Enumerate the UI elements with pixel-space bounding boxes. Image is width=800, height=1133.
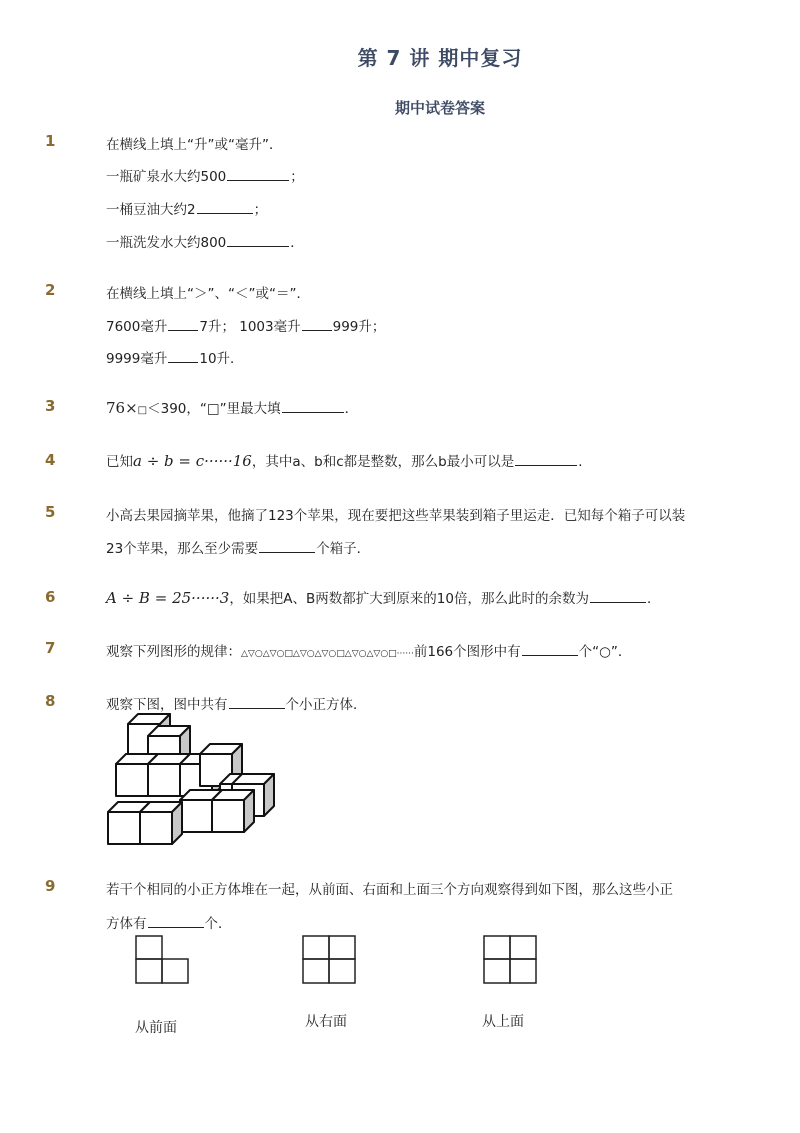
question-text: 在横线上填上“升”或“毫升”． xyxy=(106,137,283,153)
answer-blank[interactable] xyxy=(282,399,344,413)
question-text: 一瓶洗发水大约800 ． xyxy=(106,235,304,251)
question-text: 7600毫升 7升； 1003毫升 999升； xyxy=(106,319,386,335)
cube xyxy=(140,802,182,844)
answer-blank[interactable] xyxy=(302,317,332,331)
front-view-figure xyxy=(135,935,191,985)
view-label-front: 从前面 xyxy=(135,1020,177,1036)
question-number: 8 xyxy=(45,692,56,710)
right-view-figure xyxy=(302,935,358,985)
answer-blank[interactable] xyxy=(227,167,289,181)
answer-blank[interactable] xyxy=(515,452,577,466)
answer-blank[interactable] xyxy=(229,695,285,709)
cube xyxy=(212,790,254,832)
answer-blank[interactable] xyxy=(227,233,289,247)
question-text: 9999毫升 10升． xyxy=(106,351,244,367)
question-number: 1 xyxy=(45,132,56,150)
question-text: 方体有 个． xyxy=(106,916,232,932)
question-number: 2 xyxy=(45,281,56,299)
answer-blank[interactable] xyxy=(168,349,198,363)
question-text: 若干个相同的小正方体堆在一起，从前面、右面和上面三个方向观察得到如下图，那么这些小正 xyxy=(106,882,673,898)
question-text: 在横线上填上“＞”、“＜”或“＝”． xyxy=(106,286,310,302)
answer-blank[interactable] xyxy=(259,539,315,553)
answer-blank[interactable] xyxy=(168,317,198,331)
question-text: 小高去果园摘苹果，他摘了123个苹果，现在要把这些苹果装到箱子里运走．已知每个箱子可以装 xyxy=(106,508,686,524)
question-number: 6 xyxy=(45,588,56,606)
question-text: 一桶豆油大约2 ； xyxy=(106,202,268,218)
question-text: A ÷ B = 25······3，如果把A、B两数都扩大到原来的10倍，那么此时的余数为 ． xyxy=(106,589,661,607)
answer-blank[interactable] xyxy=(590,589,646,603)
question-text: 观察下列图形的规律：△▽○△▽○□△▽○△▽○□△▽○△▽○□······前166个图形中有 个“○”． xyxy=(106,644,632,660)
question-number: 3 xyxy=(45,397,56,415)
answer-blank[interactable] xyxy=(148,914,204,928)
question-number: 5 xyxy=(45,503,56,521)
question-text: 23个苹果，那么至少需要 个箱子． xyxy=(106,541,371,557)
answer-blank[interactable] xyxy=(522,642,578,656)
answer-blank[interactable] xyxy=(197,200,253,214)
question-text: 76×□＜390，“□”里最大填 ． xyxy=(106,399,359,417)
page-subtitle: 期中试卷答案 xyxy=(394,99,485,117)
question-text: 观察下图，图中共有 个小正方体． xyxy=(106,697,367,713)
shape-sequence: △▽○△▽○□△▽○△▽○□△▽○△▽○□······ xyxy=(241,649,414,659)
view-label-top: 从上面 xyxy=(482,1014,524,1030)
question-number: 4 xyxy=(45,451,56,469)
question-number: 7 xyxy=(45,639,56,657)
question-number: 9 xyxy=(45,877,56,895)
page-title: 第 7 讲 期中复习 xyxy=(357,46,523,70)
top-view-figure xyxy=(483,935,539,985)
cube-stack-figure xyxy=(100,712,280,857)
view-label-right: 从右面 xyxy=(305,1014,347,1030)
question-text: 已知a ÷ b = c······16，其中a、b和c都是整数，那么b最小可以是 ． xyxy=(106,452,592,470)
question-text: 一瓶矿泉水大约500 ； xyxy=(106,169,304,185)
